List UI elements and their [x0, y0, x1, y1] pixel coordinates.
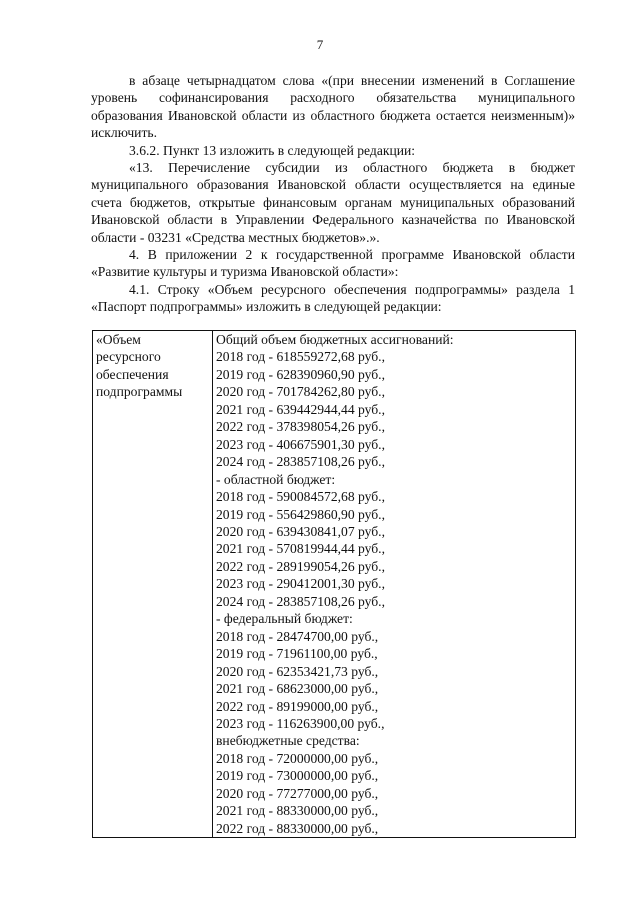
resource-table [92, 330, 576, 838]
table-value-line: 2019 год - 556429860,90 руб., [216, 506, 385, 522]
table-value-line: 2022 год - 378398054,26 руб., [216, 419, 385, 435]
table-value-line: 2021 год - 88330000,00 руб., [216, 803, 379, 819]
table-value-line: 2018 год - 618559272,68 руб., [216, 349, 385, 365]
table-value-line: 2019 год - 628390960,90 руб., [216, 366, 385, 382]
paragraph-4: 4. В приложении 2 к государственной программе Ивановской области «Развитие культуры и туризма Ивановской области»: [91, 247, 575, 280]
table-value-line: 2022 год - 89199000,00 руб., [216, 698, 379, 714]
table-value-line: 2019 год - 73000000,00 руб., [216, 768, 379, 784]
paragraph-2: 3.6.2. Пункт 13 изложить в следующей редакции: [129, 142, 416, 158]
table-value-line: 2018 год - 590084572,68 руб., [216, 489, 385, 505]
table-value-line: внебюджетные средства: [216, 733, 360, 749]
table-value-line: 2023 год - 406675901,30 руб., [216, 436, 385, 452]
paragraph-5: 4.1. Строку «Объем ресурсного обеспечения подпрограммы» раздела 1 «Паспорт подпрограммы» изложить в следующей редакции: [91, 281, 575, 315]
table-value-line: 2020 год - 701784262,80 руб., [216, 384, 385, 400]
table-value-line: 2018 год - 72000000,00 руб., [216, 750, 379, 766]
table-label-cell [93, 331, 213, 838]
table-value-line: 2021 год - 570819944,44 руб., [216, 541, 385, 557]
table-label-line: обеспечения [96, 366, 169, 382]
table-value-line: - областной бюджет: [216, 471, 336, 487]
table-label-line: «Объем [96, 332, 141, 347]
table-value-line: 2024 год - 283857108,26 руб., [216, 454, 385, 470]
table-value-line: 2020 год - 639430841,07 руб., [216, 523, 385, 539]
table-value-line: 2021 год - 639442944,44 руб., [216, 401, 385, 417]
table-value-line: 2022 год - 88330000,00 руб., [216, 820, 379, 836]
table-value-line: 2023 год - 116263900,00 руб., [216, 715, 385, 731]
table-row [93, 331, 576, 838]
table-value-line: 2021 год - 68623000,00 руб., [216, 681, 379, 697]
table-value-line: 2019 год - 71961100,00 руб., [216, 646, 378, 662]
page-number: 7 [316, 37, 324, 52]
paragraph-1: в абзаце четырнадцатом слова «(при внесении изменений в Соглашение уровень софинансирования расходного обязательства муниципального образования Ивановской области из областного бюджета остается неизменным)» исключить. [91, 73, 575, 141]
table-value-line: - федеральный бюджет: [216, 611, 353, 627]
paragraph-3: «13. Перечисление субсидии из областного бюджета в бюджет муниципального образования Ивановской области осуществляется на единые счета бюджетов, открытые финансовым органам муниципальных образований Ивановской области в Управлении Федерального казначейства по Ивановской области - 03231 «Средства местных бюджетов».». [91, 160, 575, 245]
table-value-line: Общий объем бюджетных ассигнований: [216, 332, 454, 347]
table-value-line: 2023 год - 290412001,30 руб., [216, 576, 385, 592]
table-value-line: 2020 год - 77277000,00 руб., [216, 785, 379, 801]
table-value-line: 2022 год - 289199054,26 руб., [216, 558, 385, 574]
table-value-line: 2024 год - 283857108,26 руб., [216, 593, 385, 609]
table-label-line: ресурсного [96, 349, 161, 365]
document-body [91, 72, 575, 316]
table-value-line: 2018 год - 28474700,00 руб., [216, 628, 379, 644]
table-value-line: 2020 год - 62353421,73 руб., [216, 663, 379, 679]
table-value-cell [213, 331, 576, 838]
table-label-line: подпрограммы [96, 384, 183, 400]
